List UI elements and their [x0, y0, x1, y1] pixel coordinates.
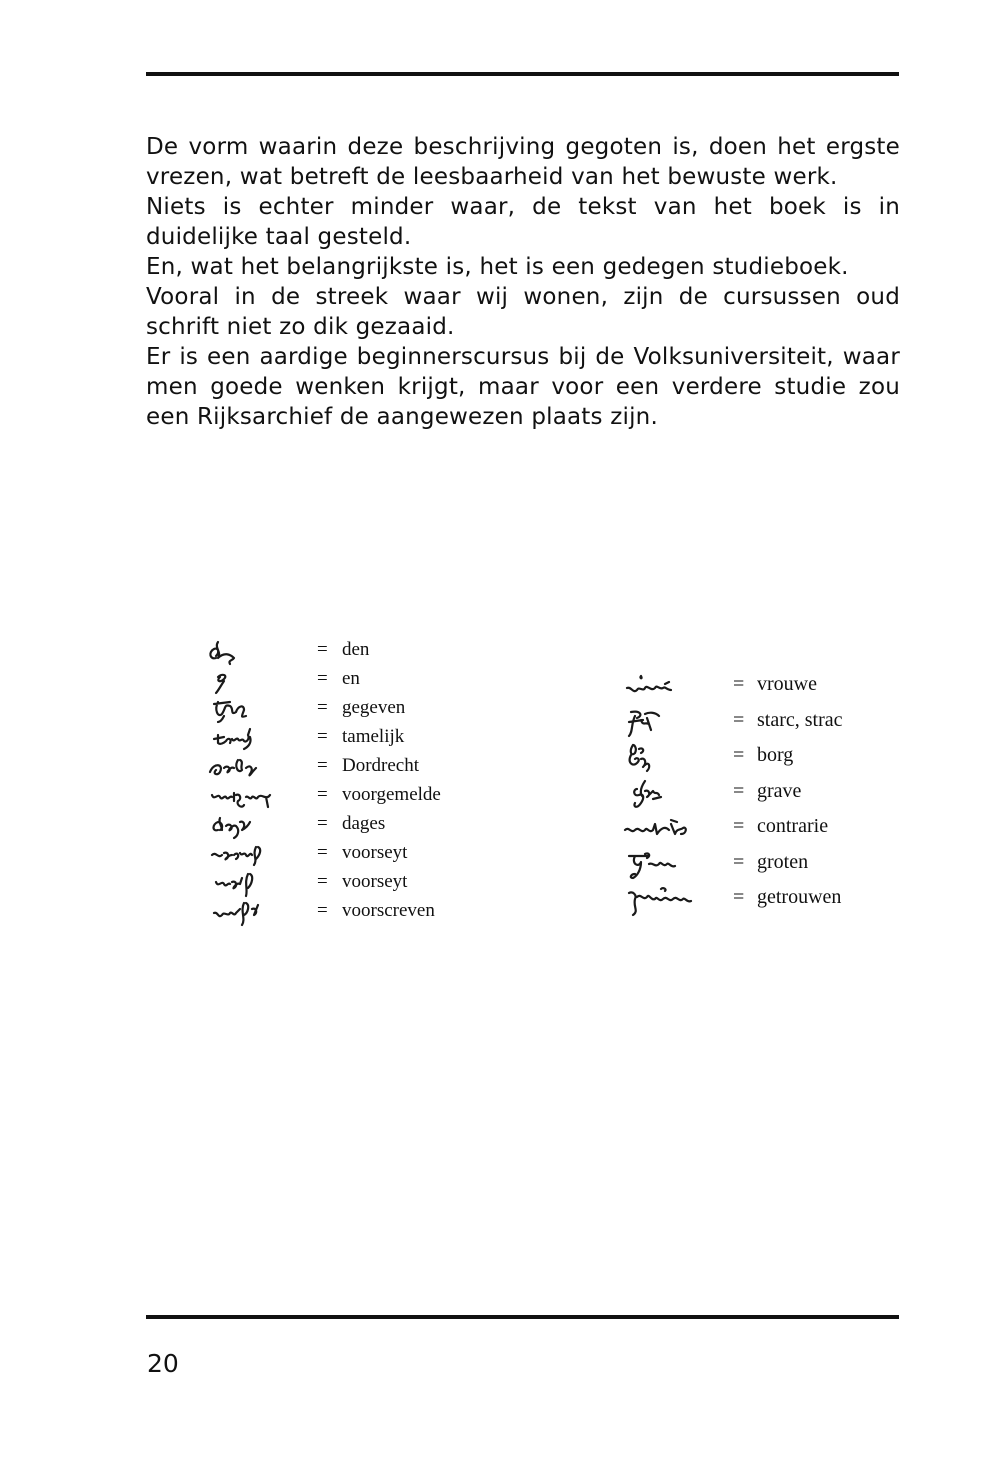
glossary-row [200, 868, 490, 897]
glossary-expansion: borg [757, 744, 794, 766]
handwritten-abbreviation-icon [615, 814, 725, 844]
glossary-row [200, 810, 490, 839]
equals-sign: = [317, 755, 328, 776]
glossary-expansion: starc, strac [757, 708, 843, 731]
glossary-row [200, 781, 490, 810]
handwritten-abbreviation-icon [200, 667, 300, 693]
glossary-expansion: contrarie [757, 815, 829, 837]
equals-sign: = [317, 668, 328, 689]
glossary-expansion: voorseyt [342, 871, 408, 892]
handwritten-abbreviation-icon [615, 850, 725, 880]
abbreviation-glossary-right [615, 670, 905, 919]
equals-sign: = [317, 726, 328, 747]
bottom-rule [146, 1315, 899, 1319]
glossary-expansion: dages [342, 813, 386, 834]
glossary-row [200, 752, 490, 781]
glossary-row [615, 777, 905, 813]
glossary-row [615, 848, 905, 884]
glossary-expansion: getrouwen [757, 886, 842, 908]
glossary-row [615, 812, 905, 848]
equals-sign: = [733, 708, 745, 731]
glossary-expansion: voorscreven [342, 900, 435, 921]
equals-sign: = [733, 815, 745, 837]
glossary-expansion: Dordrecht [342, 755, 420, 776]
paragraph: De vorm waarin deze beschrijving gegoten is, doen het ergste vrezen, wat betreft de leesbaarheid van het bewuste werk. [146, 134, 900, 190]
equals-sign: = [733, 673, 745, 695]
paragraph: En, wat het belangrijkste is, het is een gedegen studieboek. [146, 254, 849, 280]
glossary-row [200, 839, 490, 868]
glossary-row [200, 723, 490, 752]
equals-sign: = [317, 813, 328, 834]
handwritten-abbreviation-icon [200, 783, 300, 809]
handwritten-abbreviation-icon [200, 841, 300, 867]
glossary-expansion: den [342, 639, 370, 660]
glossary-expansion: groten [757, 850, 809, 873]
equals-sign: = [317, 842, 328, 863]
glossary-row [200, 694, 490, 723]
abbreviation-glossary-left [200, 636, 490, 926]
handwritten-abbreviation-icon [200, 812, 300, 838]
handwritten-abbreviation-icon [615, 885, 725, 915]
equals-sign: = [733, 886, 745, 908]
handwritten-abbreviation-icon [200, 725, 300, 751]
paragraph: Niets is echter minder waar, de tekst van het boek is in duidelijke taal gesteld. [146, 194, 900, 250]
equals-sign: = [317, 697, 328, 718]
glossary-expansion: tamelijk [342, 726, 405, 747]
glossary-expansion: en [342, 668, 360, 689]
glossary-expansion: gegeven [342, 697, 406, 718]
handwritten-abbreviation-icon [200, 754, 300, 780]
page-number: 20 [147, 1349, 179, 1378]
handwritten-abbreviation-icon [615, 779, 725, 809]
equals-sign: = [317, 900, 328, 921]
glossary-expansion: voorgemelde [342, 784, 441, 805]
handwritten-abbreviation-icon [615, 672, 725, 702]
equals-sign: = [733, 744, 745, 766]
equals-sign: = [317, 639, 328, 660]
handwritten-abbreviation-icon [200, 870, 300, 896]
body-text [146, 132, 900, 432]
glossary-row [200, 665, 490, 694]
equals-sign: = [733, 779, 745, 802]
glossary-row [615, 670, 905, 706]
paragraph: Vooral in de streek waar wij wonen, zijn de cursussen oud schrift niet zo dik gezaaid. [146, 284, 900, 340]
equals-sign: = [317, 871, 328, 892]
equals-sign: = [733, 850, 745, 873]
glossary-expansion: vrouwe [757, 673, 817, 695]
handwritten-abbreviation-icon [615, 743, 725, 773]
handwritten-abbreviation-icon [200, 899, 300, 925]
equals-sign: = [317, 784, 328, 805]
glossary-row [615, 883, 905, 919]
glossary-row [615, 706, 905, 742]
glossary-row [200, 636, 490, 665]
glossary-expansion: grave [757, 779, 802, 802]
handwritten-abbreviation-icon [200, 696, 300, 722]
handwritten-abbreviation-icon [200, 638, 300, 664]
handwritten-abbreviation-icon [615, 708, 725, 738]
paragraph: Er is een aardige beginnerscursus bij de Volksuniversiteit, waar men goede wenken krijgt, maar voor een verdere studie zou een Rijksarchief de aangewezen plaats zijn. [146, 344, 900, 430]
top-rule [146, 72, 899, 76]
glossary-expansion: voorseyt [342, 842, 408, 863]
glossary-row [615, 741, 905, 777]
glossary-row [200, 897, 490, 926]
